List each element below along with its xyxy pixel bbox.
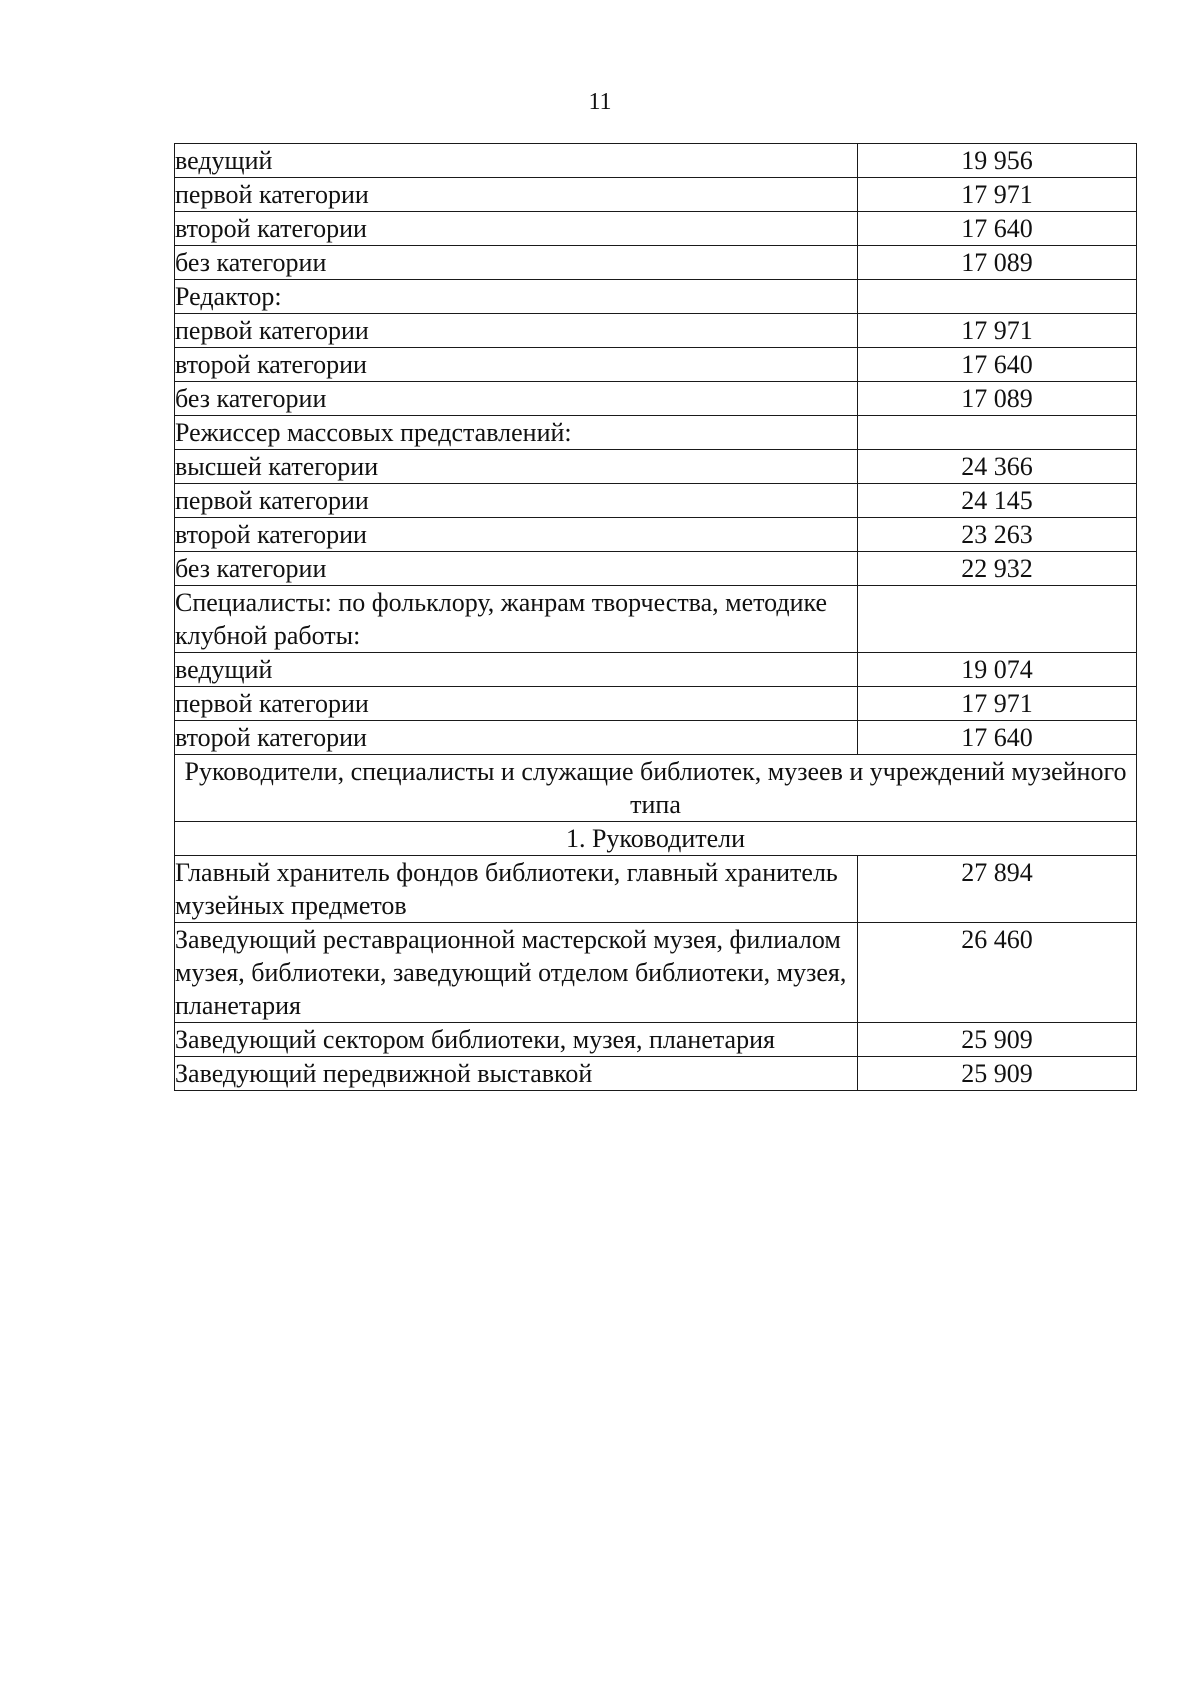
position-name-cell: без категории (175, 246, 858, 280)
salary-value-cell (858, 586, 1137, 653)
salary-value-cell: 26 460 (858, 923, 1137, 1023)
position-name-cell: ведущий (175, 653, 858, 687)
position-name-cell: второй категории (175, 212, 858, 246)
position-name-cell: второй категории (175, 348, 858, 382)
table-row (175, 518, 1137, 552)
position-name-cell: Режиссер массовых представлений: (175, 416, 858, 450)
position-name-cell: второй категории (175, 721, 858, 755)
salary-value-cell: 24 366 (858, 450, 1137, 484)
position-name-cell: Главный хранитель фондов библиотеки, главный хранитель музейных предметов (175, 856, 858, 923)
position-name-cell: первой категории (175, 484, 858, 518)
table-body (175, 144, 1137, 1091)
salary-value-cell: 17 971 (858, 687, 1137, 721)
position-name-cell: Специалисты: по фольклору, жанрам творчества, методике клубной работы: (175, 586, 858, 653)
table-row (175, 653, 1137, 687)
salary-value-cell: 17 640 (858, 212, 1137, 246)
position-name-cell: высшей категории (175, 450, 858, 484)
table-row (175, 923, 1137, 1023)
section-header: Руководители, специалисты и служащие библиотек, музеев и учреждений музейного типа (175, 755, 1137, 822)
salary-value-cell (858, 416, 1137, 450)
table-row (175, 450, 1137, 484)
position-name-cell: первой категории (175, 178, 858, 212)
table-row (175, 687, 1137, 721)
salary-value-cell (858, 280, 1137, 314)
salary-table (174, 143, 1137, 1091)
salary-value-cell: 22 932 (858, 552, 1137, 586)
section-header-row (175, 755, 1137, 822)
salary-value-cell: 17 089 (858, 246, 1137, 280)
table-row (175, 416, 1137, 450)
table-row (175, 144, 1137, 178)
table-row (175, 484, 1137, 518)
position-name-cell: без категории (175, 552, 858, 586)
position-name-cell: Заведующий реставрационной мастерской музея, филиалом музея, библиотеки, заведующий отделом библиотеки, музея, планетария (175, 923, 858, 1023)
salary-value-cell: 19 956 (858, 144, 1137, 178)
table-row (175, 314, 1137, 348)
table-row (175, 1023, 1137, 1057)
salary-value-cell: 17 089 (858, 382, 1137, 416)
position-name-cell: Редактор: (175, 280, 858, 314)
salary-value-cell: 17 971 (858, 314, 1137, 348)
table-row (175, 212, 1137, 246)
page-number: 11 (588, 89, 612, 115)
table-row (175, 178, 1137, 212)
table-row (175, 856, 1137, 923)
table-row (175, 552, 1137, 586)
salary-value-cell: 24 145 (858, 484, 1137, 518)
table-row (175, 382, 1137, 416)
salary-value-cell: 27 894 (858, 856, 1137, 923)
table-row (175, 721, 1137, 755)
position-name-cell: ведущий (175, 144, 858, 178)
position-name-cell: первой категории (175, 687, 858, 721)
position-name-cell: без категории (175, 382, 858, 416)
salary-value-cell: 17 971 (858, 178, 1137, 212)
table-row (175, 246, 1137, 280)
salary-value-cell: 23 263 (858, 518, 1137, 552)
section-header-row (175, 822, 1137, 856)
salary-value-cell: 19 074 (858, 653, 1137, 687)
position-name-cell: первой категории (175, 314, 858, 348)
salary-value-cell: 17 640 (858, 721, 1137, 755)
position-name-cell: Заведующий передвижной выставкой (175, 1057, 858, 1091)
salary-value-cell: 25 909 (858, 1023, 1137, 1057)
table-row (175, 586, 1137, 653)
salary-value-cell: 25 909 (858, 1057, 1137, 1091)
table-row (175, 280, 1137, 314)
position-name-cell: Заведующий сектором библиотеки, музея, планетария (175, 1023, 858, 1057)
table-row (175, 348, 1137, 382)
position-name-cell: второй категории (175, 518, 858, 552)
section-header: 1. Руководители (175, 822, 1137, 856)
table-row (175, 1057, 1137, 1091)
salary-value-cell: 17 640 (858, 348, 1137, 382)
